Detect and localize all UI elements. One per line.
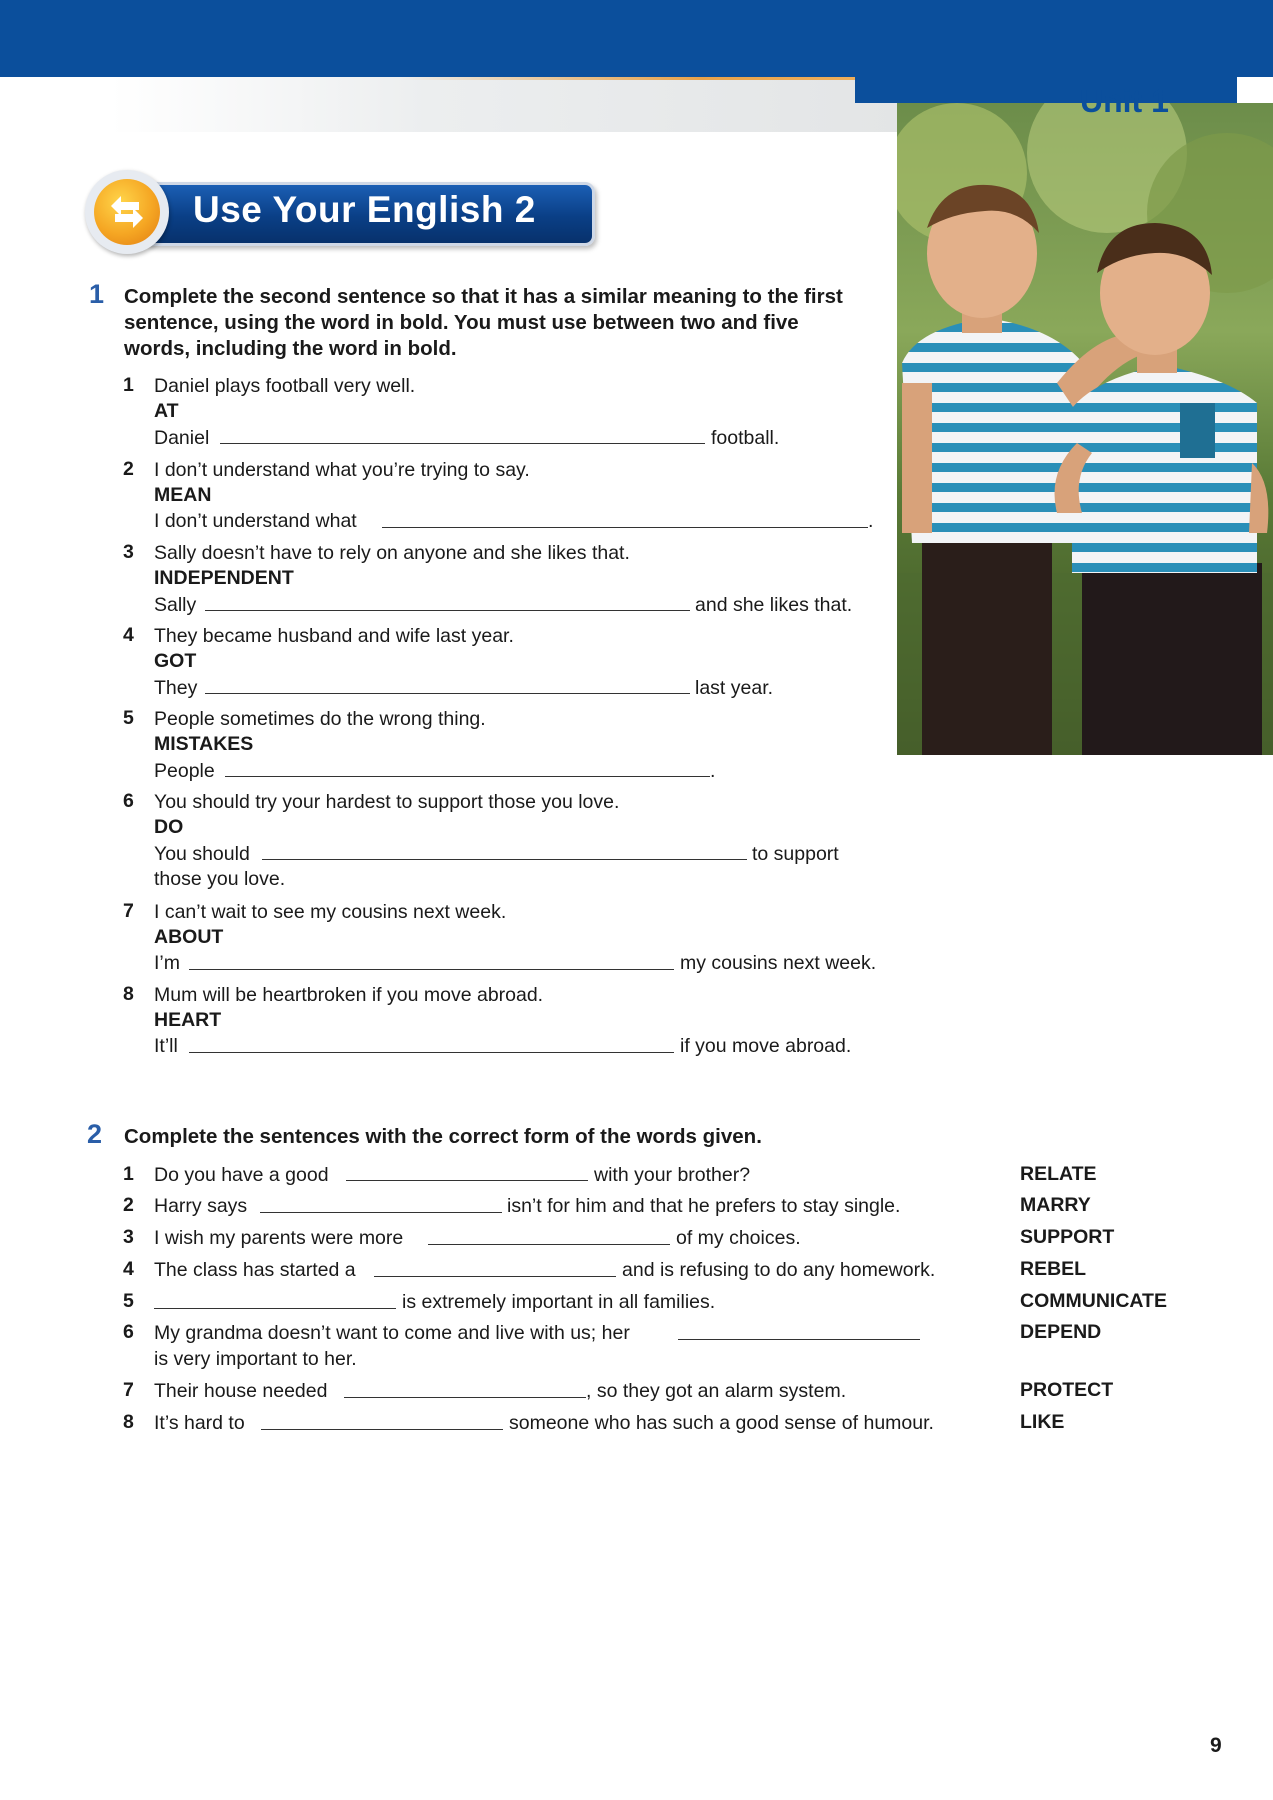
ex1-answer-blank[interactable] [382, 527, 868, 528]
boys-photo [897, 103, 1273, 755]
ex2-item-word: PROTECT [1020, 1379, 1114, 1401]
unit-tab [855, 77, 1237, 103]
ex2-answer-blank[interactable] [154, 1308, 396, 1309]
photo-illustration [897, 103, 1273, 755]
ex1-item-number: 5 [123, 707, 134, 729]
ex1-item-sentence: I can’t wait to see my cousins next week. [154, 901, 507, 923]
ex1-answer-blank[interactable] [225, 776, 710, 777]
exercise-2-number: 2 [87, 1119, 103, 1149]
exercise-2-instruction: Complete the sentences with the correct form of the words given. [124, 1125, 762, 1148]
section-title: Use Your English 2 [193, 189, 536, 230]
ex2-answer-blank[interactable] [428, 1244, 670, 1245]
ex1-item-end: if you move abroad. [680, 1035, 852, 1057]
ex1-item-keyword: HEART [154, 1009, 222, 1031]
ex2-item-before: My grandma doesn’t want to come and live with us; her [154, 1322, 630, 1344]
ex1-item-keyword: DO [154, 816, 184, 838]
ex2-item-number: 1 [123, 1163, 134, 1185]
ex1-answer-blank[interactable] [220, 443, 705, 444]
ex2-answer-blank[interactable] [374, 1276, 616, 1277]
ex1-item-keyword: AT [154, 400, 179, 422]
ex2-item-before: Their house needed [154, 1380, 328, 1402]
ex2-item-number: 8 [123, 1411, 134, 1433]
ex1-item-end-continued: those you love. [154, 868, 286, 890]
ex1-answer-blank[interactable] [189, 969, 674, 970]
ex2-answer-blank[interactable] [260, 1212, 502, 1213]
ex2-item-number: 7 [123, 1379, 134, 1401]
ex1-answer-blank[interactable] [205, 693, 690, 694]
ex1-item-start: I don’t understand what [154, 510, 357, 532]
ex2-item-number: 4 [123, 1258, 134, 1280]
ex1-item-keyword: ABOUT [154, 926, 224, 948]
ex2-item-number: 2 [123, 1194, 134, 1216]
banner-badge [85, 170, 169, 254]
ex1-item-sentence: Mum will be heartbroken if you move abroad. [154, 984, 544, 1006]
ex2-answer-blank[interactable] [344, 1397, 586, 1398]
ex2-item-number: 5 [123, 1290, 134, 1312]
ex2-answer-blank[interactable] [261, 1429, 503, 1430]
ex2-item-word: COMMUNICATE [1020, 1290, 1167, 1312]
header-bar [0, 0, 1273, 77]
ex1-item-sentence: Sally doesn’t have to rely on anyone and she likes that. [154, 542, 630, 564]
ex2-answer-blank[interactable] [346, 1180, 588, 1181]
ex2-item-number: 3 [123, 1226, 134, 1248]
header-accent-line [400, 77, 900, 80]
ex2-item-before: The class has started a [154, 1259, 356, 1281]
ex1-item-sentence: You should try your hardest to support those you love. [154, 791, 620, 813]
ex2-item-number: 6 [123, 1321, 134, 1343]
ex2-item-word: REBEL [1020, 1258, 1087, 1280]
ex1-answer-blank[interactable] [189, 1052, 674, 1053]
ex1-item-end: football. [711, 427, 780, 449]
ex1-item-number: 2 [123, 458, 134, 480]
ex2-item-after: with your brother? [594, 1164, 751, 1186]
unit-label: Unit 1 [1080, 84, 1169, 118]
ex1-item-keyword: GOT [154, 650, 197, 672]
ex1-item-number: 6 [123, 790, 134, 812]
ex1-item-start: They [154, 677, 198, 699]
ex2-item-after: of my choices. [676, 1227, 801, 1249]
exercise-1-instruction: Complete the second sentence so that it has a similar meaning to the first sentence, using the word in bold. You must use between two and five words, including the word in bold. [124, 285, 843, 360]
header-subbar [110, 77, 900, 132]
ex1-item-end: my cousins next week. [680, 952, 877, 974]
ex1-item-start: Daniel [154, 427, 210, 449]
ex1-item-end: and she likes that. [695, 594, 853, 616]
ex1-item-keyword: MEAN [154, 484, 212, 506]
ex1-item-number: 1 [123, 374, 134, 396]
ex1-item-number: 7 [123, 900, 134, 922]
section-banner [85, 170, 597, 254]
ex1-item-start: You should [154, 843, 250, 865]
ex2-item-after: and is refusing to do any homework. [622, 1259, 936, 1281]
ex1-item-start: Sally [154, 594, 197, 616]
ex1-item-end: last year. [695, 677, 774, 699]
ex1-item-sentence: Daniel plays football very well. [154, 375, 416, 397]
ex1-item-keyword: INDEPENDENT [154, 567, 294, 589]
ex1-item-number: 4 [123, 624, 134, 646]
ex2-item-word: MARRY [1020, 1194, 1091, 1216]
ex2-item-after: , so they got an alarm system. [586, 1380, 847, 1402]
ex1-item-sentence: People sometimes do the wrong thing. [154, 708, 486, 730]
double-arrow-icon [85, 170, 169, 254]
ex2-item-word: DEPEND [1020, 1321, 1102, 1343]
ex1-item-start: People [154, 760, 215, 782]
ex2-item-before: Do you have a good [154, 1164, 329, 1186]
ex2-item-word: LIKE [1020, 1411, 1065, 1433]
ex2-item-after: isn’t for him and that he prefers to stay single. [507, 1195, 901, 1217]
ex2-item-before: Harry says [154, 1195, 248, 1217]
ex1-item-sentence: They became husband and wife last year. [154, 625, 514, 647]
ex1-item-start: It’ll [154, 1035, 178, 1057]
ex1-item-start: I’m [154, 952, 180, 974]
ex1-item-keyword: MISTAKES [154, 733, 254, 755]
ex1-item-number: 8 [123, 983, 134, 1005]
ex1-item-end: . [868, 510, 874, 532]
ex1-answer-blank[interactable] [205, 610, 690, 611]
ex1-answer-blank[interactable] [262, 859, 747, 860]
exercise-1-number: 1 [89, 279, 105, 309]
page-number: 9 [1210, 1734, 1222, 1757]
ex1-item-sentence: I don’t understand what you’re trying to say. [154, 459, 530, 481]
ex1-item-number: 3 [123, 541, 134, 563]
ex1-item-end: . [710, 760, 716, 782]
ex2-item-word: RELATE [1020, 1163, 1097, 1185]
ex2-item-after: someone who has such a good sense of humour. [509, 1412, 934, 1434]
ex1-item-end: to support [752, 843, 839, 865]
ex2-answer-blank[interactable] [678, 1339, 920, 1340]
ex2-item-word: SUPPORT [1020, 1226, 1115, 1248]
ex2-item-continued: is very important to her. [154, 1348, 357, 1370]
ex2-item-before: I wish my parents were more [154, 1227, 404, 1249]
ex2-item-before: It’s hard to [154, 1412, 245, 1434]
ex2-item-after: is extremely important in all families. [402, 1291, 716, 1313]
